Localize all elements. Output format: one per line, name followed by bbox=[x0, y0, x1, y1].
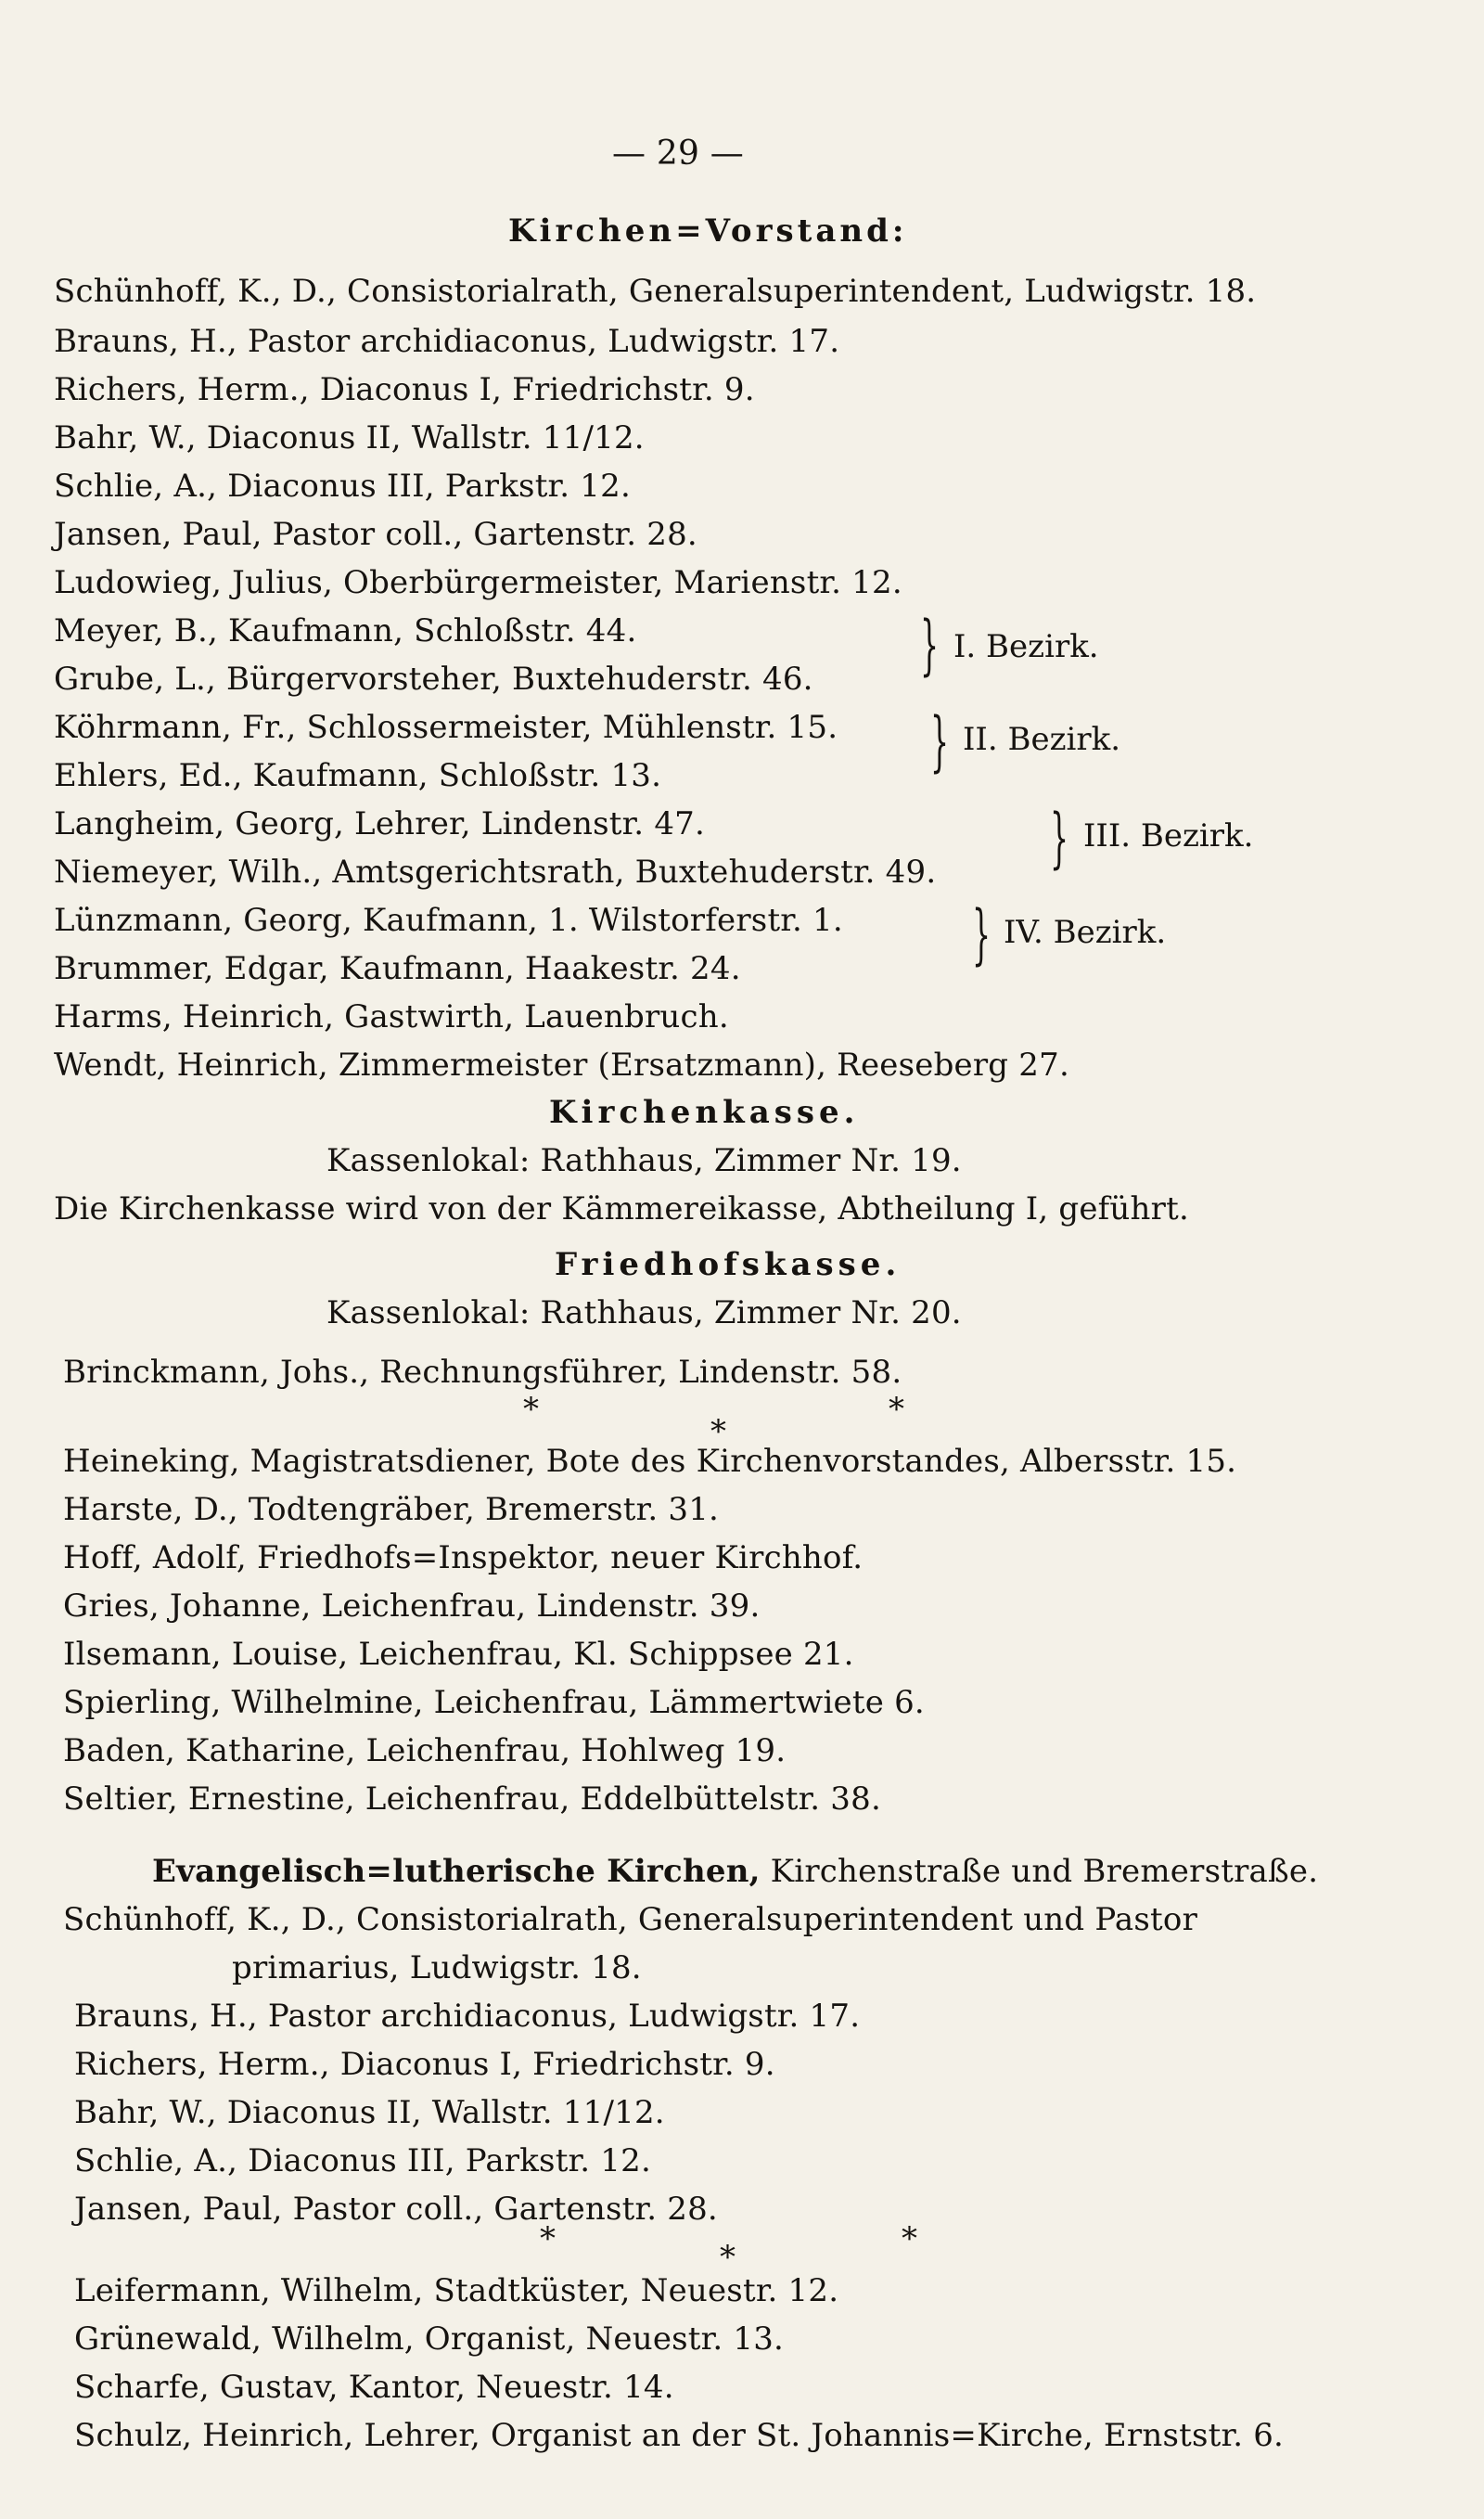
friedhofskasse-line: Brinckmann, Johs., Rechnungsführer, Lindenstr. 58. bbox=[63, 1354, 902, 1391]
vorstand-line: Brauns, H., Pastor archidiaconus, Ludwigstr. 17. bbox=[54, 323, 840, 360]
kirchenkasse-lokal: Kassenlokal: Rathhaus, Zimmer Nr. 19. bbox=[326, 1142, 962, 1179]
separator-star: * bbox=[889, 1391, 904, 1428]
friedhofskasse-lokal: Kassenlokal: Rathhaus, Zimmer Nr. 20. bbox=[326, 1294, 962, 1331]
ev-kirchen-staff-line: Schulz, Heinrich, Lehrer, Organist an der St. Johannis=Kirche, Ernststr. 6. bbox=[74, 2417, 1285, 2454]
staff-line: Gries, Johanne, Leichenfrau, Lindenstr. 39. bbox=[63, 1587, 761, 1625]
separator-star: * bbox=[720, 2239, 736, 2276]
page-number: — 29 — bbox=[612, 135, 744, 173]
bezirk-brace: } bbox=[930, 703, 950, 779]
ev-kirchen-staff-line: Scharfe, Gustav, Kantor, Neuestr. 14. bbox=[74, 2369, 674, 2406]
ev-kirchen-staff-line: Grünewald, Wilhelm, Organist, Neuestr. 13. bbox=[74, 2320, 785, 2358]
bezirk-member: Meyer, B., Kaufmann, Schloßstr. 44. bbox=[54, 612, 637, 649]
bezirk-member: Grube, L., Bürgervorsteher, Buxtehuderstr. 46. bbox=[54, 661, 813, 698]
vorstand-line: Schlie, A., Diaconus III, Parkstr. 12. bbox=[54, 468, 631, 505]
bezirk-brace: } bbox=[920, 607, 940, 683]
separator-star: * bbox=[523, 1391, 539, 1428]
bezirk-member: Ehlers, Ed., Kaufmann, Schloßstr. 13. bbox=[54, 757, 662, 794]
vorstand-line: Schünhoff, K., D., Consistorialrath, Generalsuperintendent, Ludwigstr. 18. bbox=[54, 273, 1257, 310]
ev-kirchen-staff-line: Leifermann, Wilhelm, Stadtküster, Neuestr. 12. bbox=[74, 2272, 839, 2309]
ev-kirchen-line: Richers, Herm., Diaconus I, Friedrichstr. 9. bbox=[74, 2046, 775, 2083]
vorstand-line: Jansen, Paul, Pastor coll., Gartenstr. 28. bbox=[54, 516, 697, 553]
bezirk-label: IV. Bezirk. bbox=[1004, 914, 1167, 951]
staff-line: Seltier, Ernestine, Leichenfrau, Eddelbüttelstr. 38. bbox=[63, 1780, 881, 1818]
bezirk-label: II. Bezirk. bbox=[963, 721, 1121, 758]
ev-kirchen-line: primarius, Ludwigstr. 18. bbox=[232, 1949, 642, 1986]
heading-ev-kirchen bbox=[152, 1853, 1319, 1890]
staff-line: Harste, D., Todtengräber, Bremerstr. 31. bbox=[63, 1491, 720, 1528]
ev-kirchen-line: Brauns, H., Pastor archidiaconus, Ludwigstr. 17. bbox=[74, 1998, 861, 2035]
staff-line: Heineking, Magistratsdiener, Bote des Kirchenvorstandes, Albersstr. 15. bbox=[63, 1443, 1237, 1480]
bezirk-label: III. Bezirk. bbox=[1083, 817, 1254, 855]
heading-kirchenkasse: Kirchenkasse. bbox=[549, 1094, 860, 1131]
bezirk-member: Langheim, Georg, Lehrer, Lindenstr. 47. bbox=[54, 805, 705, 842]
heading-ev-kirchen-bold: Evangelisch=lutherische Kirchen, bbox=[152, 1853, 761, 1890]
separator-star: * bbox=[710, 1413, 726, 1450]
ev-kirchen-line: Bahr, W., Diaconus II, Wallstr. 11/12. bbox=[74, 2094, 665, 2131]
kirchenkasse-note: Die Kirchenkasse wird von der Kämmereikasse, Abtheilung I, geführt. bbox=[54, 1190, 1189, 1227]
vorstand-line: Richers, Herm., Diaconus I, Friedrichstr. 9. bbox=[54, 371, 755, 408]
heading-kirchenvorstand: Kirchen=Vorstand: bbox=[508, 212, 908, 250]
heading-ev-kirchen-rest: Kirchenstraße und Bremerstraße. bbox=[760, 1853, 1319, 1890]
ev-kirchen-line: Jansen, Paul, Pastor coll., Gartenstr. 28. bbox=[74, 2191, 718, 2228]
staff-line: Hoff, Adolf, Friedhofs=Inspektor, neuer Kirchhof. bbox=[63, 1539, 864, 1576]
ev-kirchen-line: Schlie, A., Diaconus III, Parkstr. 12. bbox=[74, 2142, 651, 2179]
bezirk-member: Niemeyer, Wilh., Amtsgerichtsrath, Buxtehuderstr. 49. bbox=[54, 854, 937, 891]
bezirk-brace: } bbox=[972, 896, 991, 972]
separator-star: * bbox=[540, 2220, 556, 2257]
ev-kirchen-line: Schünhoff, K., D., Consistorialrath, Generalsuperintendent und Pastor bbox=[63, 1901, 1198, 1938]
bezirk-label: I. Bezirk. bbox=[953, 628, 1099, 665]
bezirk-member: Lünzmann, Georg, Kaufmann, 1. Wilstorferstr. 1. bbox=[54, 902, 843, 939]
staff-line: Baden, Katharine, Leichenfrau, Hohlweg 19. bbox=[63, 1732, 787, 1769]
bezirk-brace: } bbox=[1050, 800, 1069, 876]
bezirk-member: Brummer, Edgar, Kaufmann, Haakestr. 24. bbox=[54, 950, 741, 987]
heading-friedhofskasse: Friedhofskasse. bbox=[555, 1246, 902, 1283]
staff-line: Ilsemann, Louise, Leichenfrau, Kl. Schippsee 21. bbox=[63, 1636, 854, 1673]
vorstand-line: Harms, Heinrich, Gastwirth, Lauenbruch. bbox=[54, 998, 729, 1035]
bezirk-member: Köhrmann, Fr., Schlossermeister, Mühlenstr. 15. bbox=[54, 709, 838, 746]
vorstand-line: Ludowieg, Julius, Oberbürgermeister, Marienstr. 12. bbox=[54, 564, 902, 601]
vorstand-line: Wendt, Heinrich, Zimmermeister (Ersatzmann), Reeseberg 27. bbox=[54, 1047, 1069, 1084]
vorstand-line: Bahr, W., Diaconus II, Wallstr. 11/12. bbox=[54, 419, 645, 456]
staff-line: Spierling, Wilhelmine, Leichenfrau, Lämmertwiete 6. bbox=[63, 1684, 925, 1721]
separator-star: * bbox=[902, 2220, 917, 2257]
